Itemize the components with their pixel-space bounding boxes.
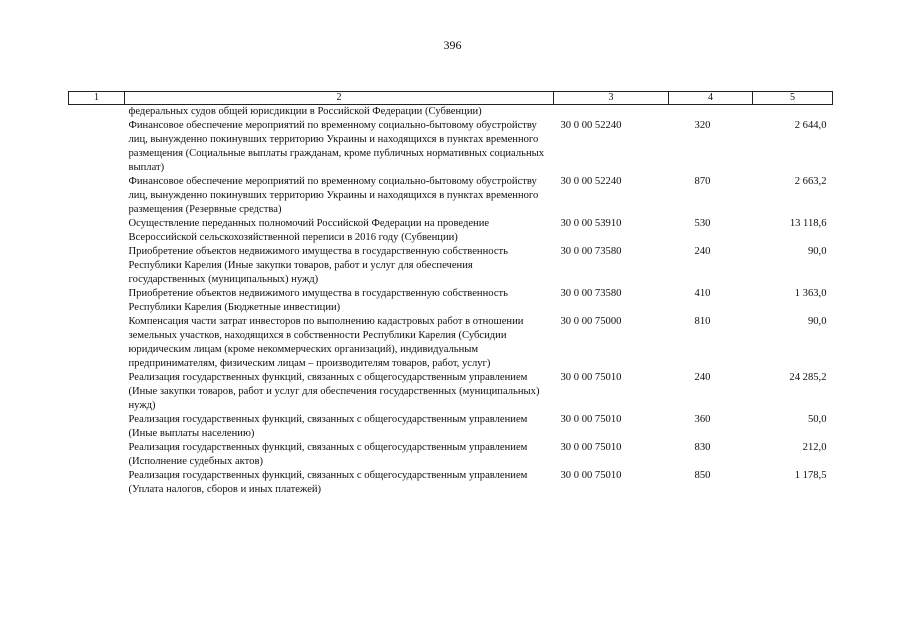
row-code-cell — [554, 105, 669, 120]
row-amount-cell: 13 118,6 — [789, 218, 827, 229]
row-name-cell: Реализация государственных функций, связанных с общегосударственным управлением (Иные выплаты населению) — [128, 414, 528, 439]
table-body — [69, 105, 833, 498]
table-row — [69, 413, 833, 441]
row-index-cell — [69, 287, 125, 315]
row-code-cell: 30 0 00 75010 — [560, 442, 622, 453]
table-row — [69, 287, 833, 315]
row-name-cell: Финансовое обеспечение мероприятий по временному социально-бытовому обустройству лиц, вынужденно покинувших территорию Украины и находящихся в пунктах временного размещения (Социальные выплаты гражданам, кроме публичных нормативных социальных выплат) — [128, 120, 545, 173]
row-index-cell — [69, 245, 125, 287]
row-amount-cell — [753, 105, 833, 120]
row-index-cell — [69, 441, 125, 469]
row-index-cell — [69, 469, 125, 497]
row-index-cell — [69, 371, 125, 413]
row-name-cell: Реализация государственных функций, связанных с общегосударственным управлением (Иные закупки товаров, работ и услуг для обеспечения государственных (муниципальных) нужд) — [128, 372, 540, 411]
row-index-cell — [69, 413, 125, 441]
table-row — [69, 441, 833, 469]
row-type-cell: 320 — [694, 120, 711, 131]
header-col-5: 5 — [753, 92, 833, 105]
row-type-cell: 870 — [694, 176, 711, 187]
row-name-cell: Осуществление переданных полномочий Российской Федерации на проведение Всероссийской сельскохозяйственной переписи в 2016 году (Субвенции) — [128, 218, 490, 243]
row-amount-cell: 90,0 — [807, 316, 827, 327]
row-name-cell: Финансовое обеспечение мероприятий по временному социально-бытовому обустройству лиц, вынужденно покинувших территорию Украины и находящихся в пунктах временного размещения (Резервные средства) — [128, 176, 539, 215]
row-code-cell: 30 0 00 53910 — [560, 218, 622, 229]
row-amount-cell: 24 285,2 — [789, 372, 827, 383]
row-amount-cell: 212,0 — [802, 442, 827, 453]
row-name-cell: федеральных судов общей юрисдикции в Российской Федерации (Субвенции) — [128, 106, 482, 117]
row-type-cell: 240 — [694, 246, 711, 257]
row-amount-cell: 1 363,0 — [794, 288, 827, 299]
row-index-cell — [69, 217, 125, 245]
row-index-cell — [69, 105, 125, 120]
table-row — [69, 371, 833, 413]
budget-table — [68, 91, 833, 497]
row-type-cell: 360 — [694, 414, 711, 425]
row-type-cell: 410 — [694, 288, 711, 299]
row-name-cell: Приобретение объектов недвижимого имущества в государственную собственность Республики Карелия (Бюджетные инвестиции) — [128, 288, 508, 313]
row-index-cell — [69, 315, 125, 371]
header-col-2: 2 — [125, 92, 554, 105]
row-amount-cell: 2 644,0 — [794, 120, 827, 131]
row-amount-cell: 1 178,5 — [794, 470, 827, 481]
table-row — [69, 245, 833, 287]
table-row — [69, 469, 833, 497]
row-type-cell: 810 — [694, 316, 711, 327]
row-name-cell: Реализация государственных функций, связанных с общегосударственным управлением (Уплата налогов, сборов и иных платежей) — [128, 470, 528, 495]
row-type-cell: 240 — [694, 372, 711, 383]
row-index-cell — [69, 119, 125, 175]
header-row — [69, 92, 833, 105]
row-type-cell: 530 — [694, 218, 711, 229]
row-amount-cell: 90,0 — [807, 246, 827, 257]
row-code-cell: 30 0 00 75000 — [560, 316, 622, 327]
row-code-cell: 30 0 00 75010 — [560, 414, 622, 425]
table-header — [69, 92, 833, 105]
row-code-cell: 30 0 00 52240 — [560, 176, 622, 187]
row-code-cell: 30 0 00 52240 — [560, 120, 622, 131]
table-row — [69, 105, 833, 120]
table-row — [69, 315, 833, 371]
row-amount-cell: 50,0 — [807, 414, 827, 425]
row-type-cell: 830 — [694, 442, 711, 453]
page-number: 396 — [443, 38, 462, 52]
table-row — [69, 175, 833, 217]
header-col-4: 4 — [669, 92, 753, 105]
row-index-cell — [69, 175, 125, 217]
row-type-cell — [669, 105, 753, 120]
row-amount-cell: 2 663,2 — [794, 176, 827, 187]
row-code-cell: 30 0 00 75010 — [560, 372, 622, 383]
row-name-cell: Компенсация части затрат инвесторов по выполнению кадастровых работ в отношении земельных участков, находящихся в собственности Республики Карелия (Субсидии юридическим лицам (кроме некоммерческих организаций), индивидуальным предпринимателям, физическим лицам – производителям товаров, работ, услуг) — [128, 316, 524, 369]
row-name-cell: Реализация государственных функций, связанных с общегосударственным управлением (Исполнение судебных актов) — [128, 442, 528, 467]
row-type-cell: 850 — [694, 470, 711, 481]
row-code-cell: 30 0 00 75010 — [560, 470, 622, 481]
row-name-cell: Приобретение объектов недвижимого имущества в государственную собственность Республики Карелия (Иные закупки товаров, работ и услуг для обеспечения государственных (муниципальных) нужд) — [128, 246, 508, 285]
table-row — [69, 217, 833, 245]
row-code-cell: 30 0 00 73580 — [560, 288, 622, 299]
header-col-1: 1 — [69, 92, 125, 105]
header-col-3: 3 — [554, 92, 669, 105]
row-code-cell: 30 0 00 73580 — [560, 246, 622, 257]
table-row — [69, 119, 833, 175]
